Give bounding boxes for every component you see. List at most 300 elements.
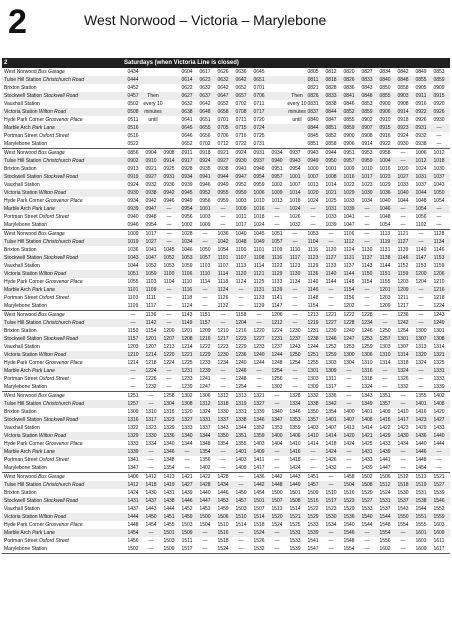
frequency-note: minutes — [288, 109, 306, 115]
timetable-section — [2, 392, 450, 473]
time-cell: — — [202, 303, 208, 309]
time-cell: 1328 — [289, 393, 301, 399]
time-cell: 0828 — [325, 85, 337, 91]
time-cell: 1147 — [415, 255, 427, 261]
time-cell: 1120 — [325, 247, 337, 253]
time-cell: 1003 — [199, 214, 211, 220]
time-cell: 1548 — [379, 522, 391, 528]
time-cell: 1514 — [253, 514, 265, 520]
stop-name — [4, 319, 122, 327]
time-cell: 1023 — [361, 182, 373, 188]
time-cell: 1214 — [145, 352, 157, 358]
time-cell: 1144 — [379, 263, 391, 269]
stop-name-area: Christchurch Road — [41, 320, 85, 326]
time-cell: — — [400, 546, 406, 552]
time-cell: 1324 — [361, 384, 373, 390]
time-cell: — — [166, 376, 172, 382]
timetable — [2, 58, 450, 554]
time-cell: 1104 — [163, 279, 175, 285]
time-cell: — — [328, 287, 334, 293]
time-cell: 1443 — [289, 474, 301, 480]
time-cell: 1244 — [271, 352, 283, 358]
time-cell: — — [418, 287, 424, 293]
time-cell: 1302 — [181, 393, 193, 399]
stop-name — [4, 132, 122, 140]
time-cell: 1036 — [217, 231, 229, 237]
time-cell: 1316 — [127, 417, 139, 423]
time-cell: 1343 — [361, 393, 373, 399]
stop-name-area: Bus Garage — [36, 312, 65, 318]
time-cell: 1154 — [145, 328, 157, 334]
time-cell: 1108 — [253, 255, 265, 261]
time-cell: 0457 — [127, 93, 139, 99]
time-cell: 1131 — [379, 247, 391, 253]
table-row — [2, 359, 450, 367]
time-cell: 1338 — [235, 417, 247, 423]
stop-name — [4, 448, 122, 456]
time-cell: 1522 — [307, 506, 319, 512]
time-cell: 1602 — [379, 546, 391, 552]
time-cell: 1346 — [253, 417, 265, 423]
stop-name — [4, 311, 122, 319]
time-cell: 1157 — [199, 320, 211, 326]
time-cell: 1321 — [433, 352, 445, 358]
time-cell: 1412 — [145, 474, 157, 480]
time-cell: 0945 — [181, 190, 193, 196]
time-cell: 1513 — [415, 474, 427, 480]
time-cell: 1544 — [361, 522, 373, 528]
time-cell: 1139 — [253, 303, 265, 309]
stop-name-area: Oxford Street — [37, 376, 69, 382]
time-cell: 0952 — [235, 182, 247, 188]
time-cell: 1354 — [325, 409, 337, 415]
time-cell: 1503 — [181, 522, 193, 528]
time-cell: 1419 — [163, 482, 175, 488]
time-cell: 1531 — [379, 498, 391, 504]
time-cell: 1554 — [343, 546, 355, 552]
time-cell: 1244 — [253, 360, 265, 366]
time-cell: 1233 — [253, 344, 265, 350]
time-cell: 1503 — [163, 538, 175, 544]
time-cell: — — [238, 303, 244, 309]
time-cell: 0915 — [379, 125, 391, 131]
time-cell: 1057 — [199, 255, 211, 261]
time-cell: 0846 — [343, 101, 355, 107]
time-cell: 1431 — [127, 498, 139, 504]
time-cell: 1020 — [397, 166, 409, 172]
time-cell: 1331 — [199, 417, 211, 423]
time-cell: 0947 — [145, 206, 157, 212]
time-cell: — — [292, 312, 298, 318]
time-cell: 1316 — [361, 368, 373, 374]
time-cell: 1524 — [217, 546, 229, 552]
time-cell: 1224 — [433, 303, 445, 309]
stop-name — [4, 278, 122, 286]
time-cell: 1139 — [397, 247, 409, 253]
stop-name — [4, 254, 122, 262]
time-cell: 0848 — [397, 77, 409, 83]
time-cell: 1454 — [253, 490, 265, 496]
frequency-note: every 10 — [287, 101, 307, 107]
time-cell: 1308 — [433, 336, 445, 342]
time-cell: 1434 — [217, 482, 229, 488]
time-cell: — — [274, 206, 280, 212]
time-cell: 1416 — [379, 417, 391, 423]
time-cell: 0614 — [181, 77, 193, 83]
time-cell: — — [382, 312, 388, 318]
time-cell: 1351 — [235, 433, 247, 439]
time-cell: 0959 — [253, 182, 265, 188]
table-row — [2, 489, 450, 497]
time-cell: 1250 — [379, 328, 391, 334]
stop-name — [4, 108, 122, 116]
time-cell: 1426 — [325, 457, 337, 463]
time-cell: 1204 — [235, 320, 247, 326]
stop-name — [4, 76, 122, 84]
time-cell: 1400 — [271, 433, 283, 439]
stop-name-primary: Victoria Station — [4, 433, 38, 439]
time-cell: — — [166, 287, 172, 293]
time-cell: 0645 — [181, 125, 193, 131]
time-cell: 0944 — [325, 150, 337, 156]
time-cell: — — [346, 384, 352, 390]
time-cell: 1207 — [145, 344, 157, 350]
time-cell: 0954 — [181, 206, 193, 212]
time-cell: — — [166, 312, 172, 318]
time-cell: 1324 — [199, 409, 211, 415]
time-cell: 1204 — [415, 279, 427, 285]
time-cell: 0953 — [361, 150, 373, 156]
time-cell: 1103 — [145, 279, 157, 285]
time-cell: 0918 — [199, 150, 211, 156]
table-row — [2, 181, 450, 189]
time-cell: 1140 — [307, 279, 319, 285]
time-cell: 0834 — [379, 69, 391, 75]
time-cell: 1533 — [361, 506, 373, 512]
time-cell: 1012 — [415, 158, 427, 164]
time-cell: 0937 — [253, 158, 265, 164]
time-cell: — — [202, 295, 208, 301]
time-cell: 0821 — [307, 85, 319, 91]
time-cell: 1504 — [199, 522, 211, 528]
time-cell: 1424 — [289, 465, 301, 471]
time-cell: 1037 — [415, 182, 427, 188]
time-cell: — — [346, 401, 352, 407]
time-cell: — — [256, 320, 262, 326]
time-cell: — — [184, 449, 190, 455]
time-cell: 1521 — [289, 514, 301, 520]
time-cell: 1336 — [325, 393, 337, 399]
table-row — [2, 319, 450, 327]
time-cell: 0950 — [325, 158, 337, 164]
time-cell: 1059 — [145, 271, 157, 277]
time-cell: 1042 — [217, 239, 229, 245]
stop-name-primary: Victoria Station — [4, 109, 38, 115]
stop-name-primary: Marylebone Station — [4, 465, 48, 471]
time-cell: 1319 — [235, 401, 247, 407]
time-cell: 1555 — [415, 522, 427, 528]
frequency-note: every 10 — [143, 101, 163, 107]
stop-name-primary: Brixton Station — [4, 166, 37, 172]
stop-name-primary: Vauxhall Station — [4, 182, 40, 188]
time-cell: 1137 — [343, 263, 355, 269]
time-cell: 1421 — [361, 433, 373, 439]
time-cell: 1356 — [199, 457, 211, 463]
time-cell: 1051 — [127, 271, 139, 277]
time-cell: 0716 — [235, 133, 247, 139]
time-cell: 1552 — [433, 506, 445, 512]
table-row — [2, 424, 450, 432]
time-cell: — — [364, 303, 370, 309]
time-cell: — — [310, 449, 316, 455]
stop-name-primary: Hyde Park Corner — [4, 441, 45, 447]
time-cell: 1516 — [343, 490, 355, 496]
time-cell: 1318 — [397, 360, 409, 366]
time-cell: 1150 — [361, 271, 373, 277]
time-cell: 1048 — [379, 214, 391, 220]
stop-name-area: Christchurch Road — [41, 239, 85, 245]
time-cell: 0637 — [199, 93, 211, 99]
time-cell: 0938 — [415, 141, 427, 147]
time-cell: 1114 — [217, 271, 229, 277]
time-cell: 0910 — [145, 158, 157, 164]
time-cell: 1046 — [181, 247, 193, 253]
time-cell: 0952 — [199, 190, 211, 196]
time-cell: 0841 — [343, 93, 355, 99]
time-cell: 0922 — [379, 141, 391, 147]
stop-name — [4, 230, 122, 238]
time-cell: 0827 — [361, 69, 373, 75]
time-cell: 0852 — [343, 109, 355, 115]
time-cell: 1001 — [199, 206, 211, 212]
time-cell: 0958 — [379, 150, 391, 156]
time-cell: 0932 — [415, 133, 427, 139]
time-cell: 0836 — [343, 85, 355, 91]
time-cell: 1030 — [433, 166, 445, 172]
time-cell: 1309 — [127, 409, 139, 415]
stop-name-primary: Victoria Station — [4, 190, 38, 196]
time-cell: — — [418, 384, 424, 390]
time-cell: — — [310, 465, 316, 471]
time-cell: 1016 — [253, 206, 265, 212]
stop-name-primary: Victoria Station — [4, 514, 38, 520]
time-cell: 0604 — [181, 69, 193, 75]
time-cell: 0931 — [253, 150, 265, 156]
table-row — [2, 537, 450, 545]
stop-name-primary: Marylebone Station — [4, 384, 48, 390]
time-cell: 1417 — [397, 417, 409, 423]
table-row — [2, 456, 450, 464]
stop-name-primary: Marble Arch — [4, 530, 31, 536]
time-cell: 0840 — [307, 117, 319, 123]
stop-name-area: Wilton Road — [37, 190, 67, 196]
timetable-section — [2, 149, 450, 230]
time-cell: 0651 — [199, 117, 211, 123]
time-cell: 1551 — [415, 514, 427, 520]
time-cell: 1430 — [145, 490, 157, 496]
time-cell: 1155 — [379, 279, 391, 285]
time-cell: 0638 — [181, 109, 193, 115]
time-cell: 1314 — [397, 352, 409, 358]
time-cell: 1325 — [433, 360, 445, 366]
time-cell: 0949 — [217, 182, 229, 188]
stop-name-primary: West Norwood — [4, 69, 37, 75]
time-cell: 1359 — [253, 433, 265, 439]
time-cell: 1007 — [307, 174, 319, 180]
time-cell: 1201 — [181, 328, 193, 334]
time-cell: 0931 — [415, 125, 427, 131]
time-cell: 1401 — [415, 401, 427, 407]
time-cell: 1159 — [433, 263, 445, 269]
time-cell: 1609 — [415, 546, 427, 552]
time-cell: 0648 — [199, 109, 211, 115]
frequency-note: minutes — [144, 109, 162, 115]
time-cell: 0956 — [181, 214, 193, 220]
time-cell: 1018 — [289, 198, 301, 204]
time-cell: 1514 — [235, 522, 247, 528]
time-cell: 1048 — [415, 198, 427, 204]
time-cell: 0838 — [325, 101, 337, 107]
time-cell: 0940 — [127, 214, 139, 220]
time-cell: 0936 — [163, 182, 175, 188]
time-cell: 0844 — [307, 125, 319, 131]
table-row — [2, 432, 450, 440]
time-cell: 1136 — [307, 271, 319, 277]
time-cell: 1301 — [397, 336, 409, 342]
time-cell: — — [220, 206, 226, 212]
time-cell: 1333 — [127, 441, 139, 447]
time-cell: — — [400, 158, 406, 164]
time-cell: 1314 — [379, 360, 391, 366]
time-cell: 1410 — [397, 409, 409, 415]
time-cell: 1033 — [325, 214, 337, 220]
time-cell: 1308 — [181, 401, 193, 407]
stop-name — [4, 262, 122, 270]
time-cell: — — [400, 465, 406, 471]
stop-name — [4, 92, 122, 100]
time-cell: 0918 — [397, 117, 409, 123]
time-cell: 1510 — [325, 490, 337, 496]
time-cell: 1059 — [181, 263, 193, 269]
stop-name — [4, 432, 122, 440]
stop-name-primary: Tulse Hill Station — [4, 320, 42, 326]
time-cell: 1326 — [397, 376, 409, 382]
stop-name — [4, 221, 122, 229]
time-cell: 1159 — [397, 271, 409, 277]
table-row — [2, 400, 450, 408]
time-cell: 1516 — [217, 530, 229, 536]
time-cell: 1239 — [199, 368, 211, 374]
stop-name-primary: Brixton Station — [4, 85, 37, 91]
time-cell: — — [346, 465, 352, 471]
time-cell: — — [400, 457, 406, 463]
time-cell: 1130 — [289, 271, 301, 277]
time-cell: 1527 — [433, 482, 445, 488]
time-cell: 1422 — [379, 425, 391, 431]
time-cell: — — [346, 368, 352, 374]
time-cell: — — [292, 303, 298, 309]
time-cell: 1533 — [307, 522, 319, 528]
time-cell: 1304 — [343, 360, 355, 366]
time-cell: 1510 — [217, 522, 229, 528]
time-cell: 0957 — [271, 174, 283, 180]
time-cell: 1519 — [415, 482, 427, 488]
time-cell: 0943 — [307, 150, 319, 156]
time-cell: — — [310, 222, 316, 228]
table-row — [2, 327, 450, 335]
time-cell: 1520 — [271, 514, 283, 520]
time-cell: — — [346, 457, 352, 463]
time-cell: 1436 — [415, 433, 427, 439]
time-cell: 1101 — [217, 255, 229, 261]
time-cell: 1401 — [235, 449, 247, 455]
time-cell: 1502 — [127, 546, 139, 552]
stop-name — [4, 521, 122, 529]
time-cell: 1513 — [271, 506, 283, 512]
time-cell: — — [364, 546, 370, 552]
time-cell: 0617 — [199, 69, 211, 75]
time-cell: 1116 — [181, 287, 193, 293]
time-cell: 0725 — [253, 133, 265, 139]
time-cell: 1502 — [361, 474, 373, 480]
time-cell: 0946 — [163, 198, 175, 204]
time-cell: 0844 — [325, 109, 337, 115]
time-cell: 1218 — [433, 295, 445, 301]
time-cell: 1201 — [145, 336, 157, 342]
time-cell: 0914 — [163, 158, 175, 164]
time-cell: 1457 — [307, 482, 319, 488]
table-row — [2, 76, 450, 84]
stop-name — [4, 302, 122, 310]
time-cell: 1441 — [379, 457, 391, 463]
time-cell: 1149 — [181, 320, 193, 326]
time-cell: 1017 — [361, 174, 373, 180]
stop-name-primary: West Norwood — [4, 393, 37, 399]
time-cell: 1454 — [415, 465, 427, 471]
time-cell: 1423 — [397, 425, 409, 431]
time-cell: — — [130, 384, 136, 390]
time-cell: 1252 — [325, 344, 337, 350]
time-cell: 1029 — [379, 182, 391, 188]
time-cell: 1538 — [415, 498, 427, 504]
table-row — [2, 311, 450, 319]
time-cell: 0903 — [397, 93, 409, 99]
time-cell: 1332 — [397, 384, 409, 390]
time-cell: 1306 — [361, 352, 373, 358]
time-cell: — — [166, 368, 172, 374]
time-cell: 0941 — [235, 166, 247, 172]
time-cell: 0959 — [235, 190, 247, 196]
time-cell: 1142 — [145, 320, 157, 326]
time-cell: 1423 — [415, 417, 427, 423]
stop-name-primary: Marble Arch — [4, 287, 31, 293]
time-cell: 1110 — [181, 279, 193, 285]
time-cell: 1303 — [325, 360, 337, 366]
time-cell: — — [220, 384, 226, 390]
time-cell: 1301 — [433, 328, 445, 334]
time-cell: 1556 — [379, 538, 391, 544]
time-cell: 1312 — [199, 401, 211, 407]
time-cell: 1119 — [379, 239, 391, 245]
time-cell: 1253 — [361, 336, 373, 342]
time-cell: 1054 — [379, 222, 391, 228]
time-cell: 1040 — [397, 190, 409, 196]
time-cell: 1034 — [181, 239, 193, 245]
time-cell: 1209 — [379, 303, 391, 309]
stop-name-primary: Tulse Hill Station — [4, 239, 42, 245]
table-row — [2, 497, 450, 505]
time-cell: 0924 — [127, 182, 139, 188]
